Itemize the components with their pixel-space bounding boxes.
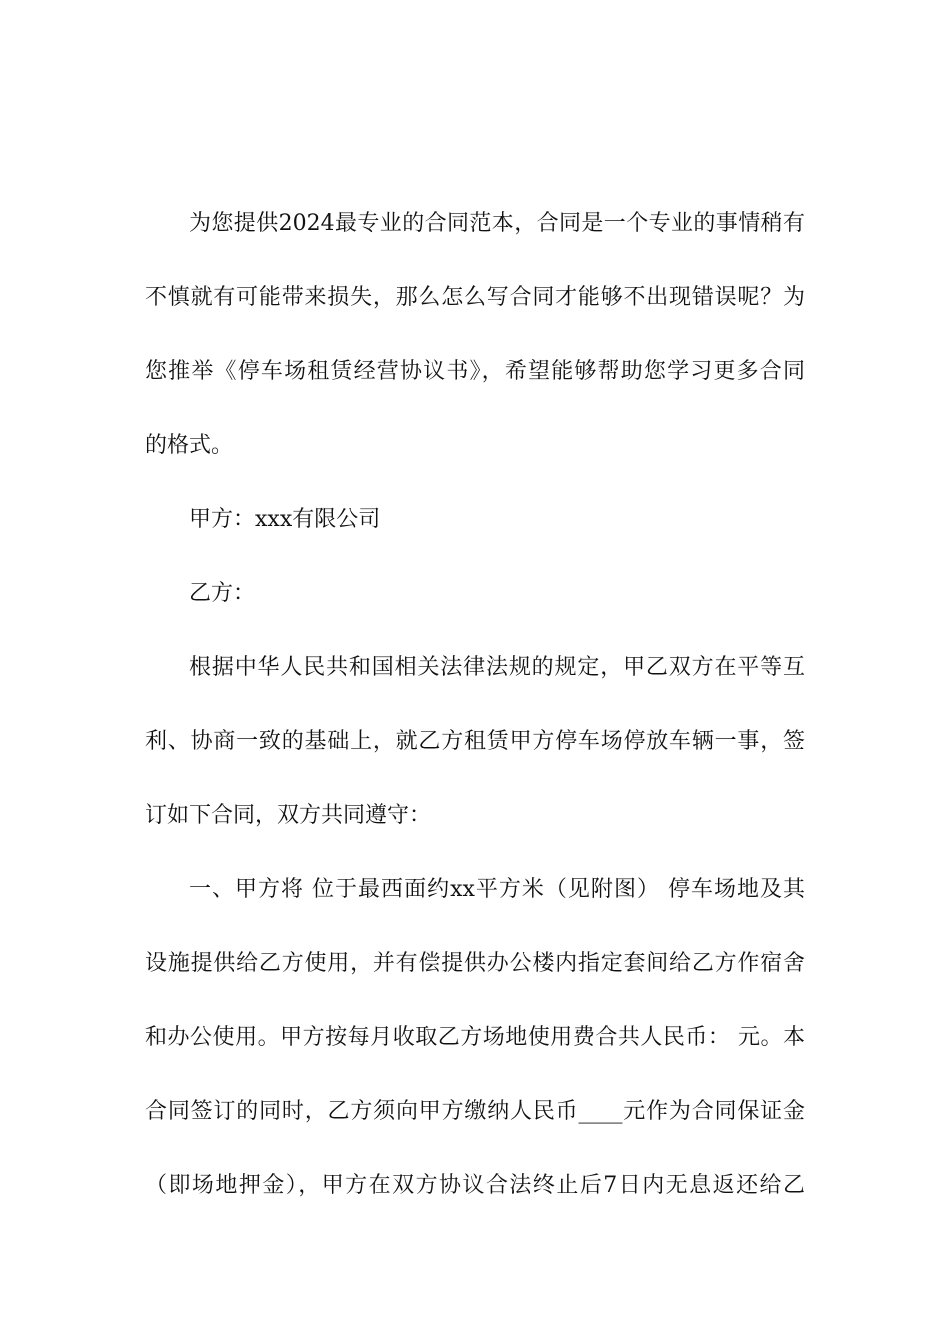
text-line-content: 的格式。 xyxy=(145,433,234,458)
text-line-content: （即场地押金），甲方在双方协议合法终止后7日内无息返还给乙 xyxy=(145,1173,805,1198)
text-line-content: 不慎就有可能带来损失，那么怎么写合同才能够不出现错误呢？为 xyxy=(145,285,805,310)
text-line xyxy=(145,871,805,945)
text-line xyxy=(145,205,805,279)
document-body xyxy=(145,205,805,1241)
text-line-content: 一、甲方将 位于最西面约xx平方米（见附图） 停车场地及其 xyxy=(189,877,805,902)
text-line-content: 设施提供给乙方使用，并有偿提供办公楼内指定套间给乙方作宿舍 xyxy=(145,951,805,976)
text-line-content: 乙方： xyxy=(189,581,256,606)
text-line-content: 根据中华人民共和国相关法律法规的规定，甲乙双方在平等互 xyxy=(189,655,805,680)
text-line xyxy=(145,1019,805,1093)
text-line-content: 利、协商一致的基础上，就乙方租赁甲方停车场停放车辆一事，签 xyxy=(145,729,805,754)
text-line xyxy=(145,575,805,649)
text-line-content: 合同签订的同时，乙方须向甲方缴纳人民币____元作为合同保证金 xyxy=(145,1099,805,1124)
text-line xyxy=(145,649,805,723)
text-line xyxy=(145,353,805,427)
text-line xyxy=(145,279,805,353)
text-line xyxy=(145,945,805,1019)
text-line-content: 甲方：xxx有限公司 xyxy=(189,507,381,532)
text-line xyxy=(145,723,805,797)
text-line xyxy=(145,501,805,575)
text-line xyxy=(145,427,805,501)
text-line-content: 订如下合同，双方共同遵守： xyxy=(145,803,432,828)
text-line xyxy=(145,1167,805,1241)
text-line-content: 您推举《停车场租赁经营协议书》，希望能够帮助您学习更多合同 xyxy=(145,359,805,384)
text-line xyxy=(145,1093,805,1167)
text-line-content: 为您提供2024最专业的合同范本，合同是一个专业的事情稍有 xyxy=(189,211,805,236)
text-line-content: 和办公使用。甲方按每月收取乙方场地使用费合共人民币： 元。本 xyxy=(145,1025,805,1050)
text-line xyxy=(145,797,805,871)
